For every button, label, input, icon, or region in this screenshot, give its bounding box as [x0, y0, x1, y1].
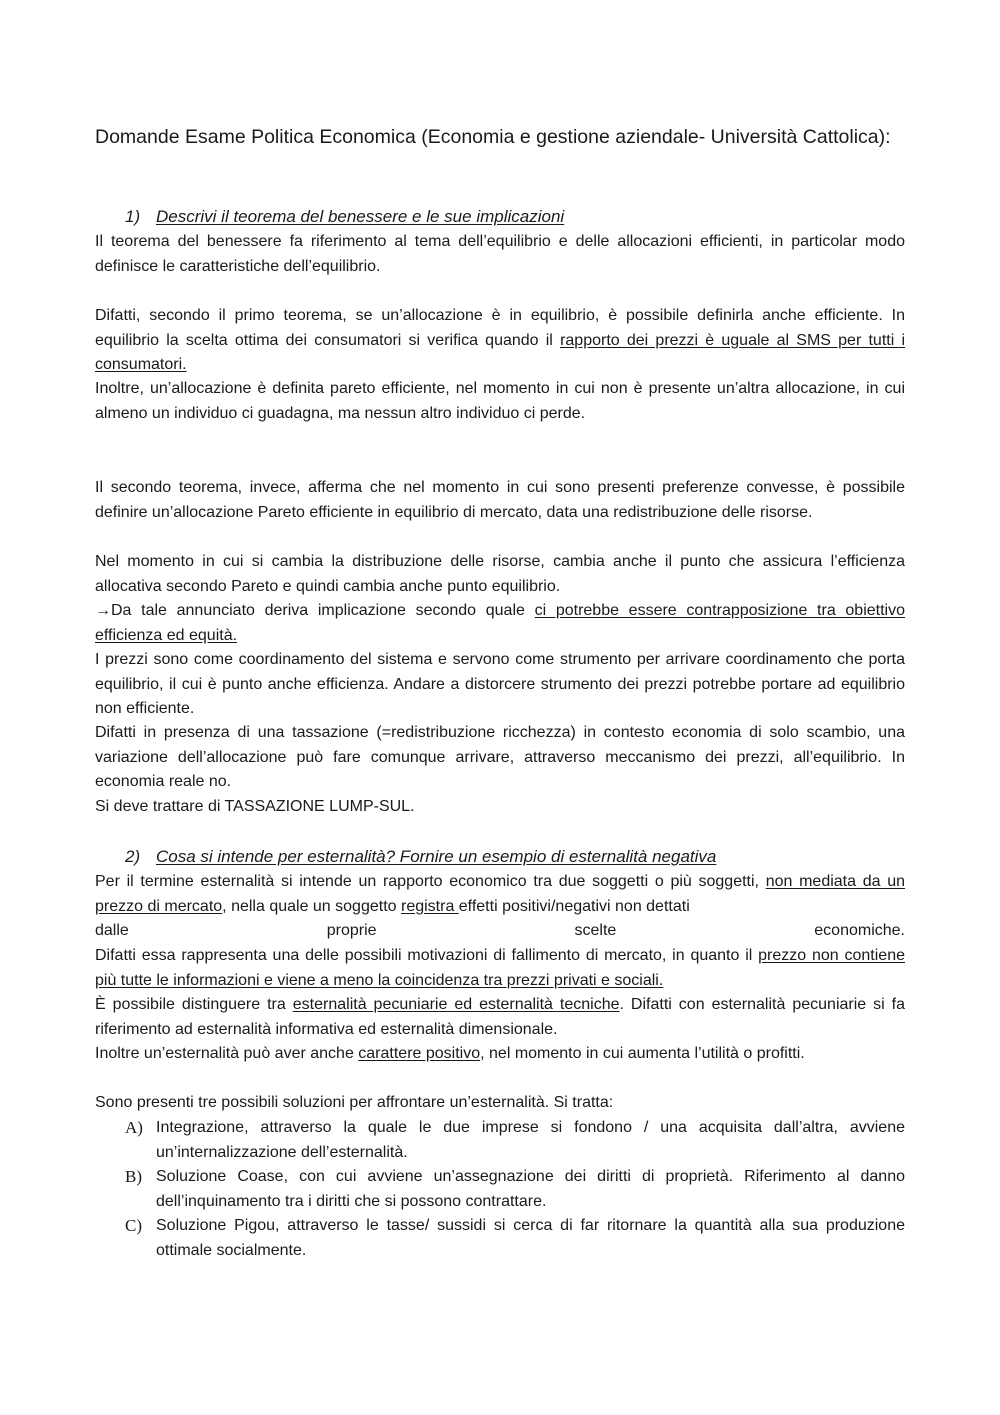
s2-paragraph-3: È possibile distinguere tra esternalità pecuniarie ed esternalità tecniche. Difatti con esternalità pecuniarie si fa riferimento ad esternalità informativa ed esternalità dimensionale.: [95, 996, 906, 1038]
section-1-heading: [125, 206, 905, 228]
s2-paragraph-4: Inoltre un’esternalità può aver anche carattere positivo, nel momento in cui aumenta l’utilità o profitti.: [95, 1045, 805, 1062]
s2-p4-underlined: carattere positivo: [358, 1045, 481, 1062]
s2-p1-underlined-2: registra: [400, 897, 459, 915]
s1-paragraph-6: [95, 599, 905, 648]
s2-paragraph-5: Sono presenti tre possibili soluzioni per affrontare un’esternalità. Si tratta:: [95, 1094, 614, 1111]
s2-p3-underlined: esternalità pecuniarie ed esternalità tecniche: [292, 996, 620, 1013]
list-marker: B): [125, 1167, 142, 1186]
s1-p6-underlined: ci potrebbe essere contrapposizione tra obiettivo efficienza ed equità.: [95, 602, 905, 644]
list-item: [95, 1165, 905, 1214]
s1-paragraph-1: Il teorema del benessere fa riferimento al tema dell’equilibrio e delle allocazioni efficienti, in particolar modo definisce le caratteristiche dell’equilibrio.: [95, 233, 905, 275]
solutions-list: [95, 1116, 905, 1263]
s1-paragraph-3: Inoltre, un’allocazione è definita pareto efficiente, nel momento in cui non è presente un’altra allocazione, in cui almeno un individuo ci guadagna, ma nessun altro individuo ci perde.: [95, 380, 905, 422]
list-item-text: Integrazione, attraverso la quale le due imprese si fondono / una acquisita dall’altra, avviene un’internalizzazione dell’esternalità.: [156, 1119, 905, 1161]
s1-paragraph-9: Si deve trattare di TASSAZIONE LUMP-SUL.: [95, 798, 415, 815]
section-2-heading: [125, 846, 905, 868]
s2-p1-body: Per il termine esternalità si intende un rapporto economico tra due soggetti o più soggetti, non mediata da un prezzo di mercato, nella quale un soggetto registra effetti positivi/negativi non dettati: [95, 873, 906, 915]
list-marker: C): [125, 1216, 142, 1235]
s1-paragraph-2: [95, 304, 905, 378]
section-1-number: 1): [125, 207, 141, 226]
s1-p6-text: Da tale annunciato deriva implicazione secondo quale: [111, 602, 535, 619]
document-title: Domande Esame Politica Economica (Economia e gestione aziendale- Università Cattolica):: [95, 126, 891, 148]
s2-paragraph-2: Difatti essa rappresenta una delle possibili motivazioni di fallimento di mercato, in quanto il prezzo non contiene più tutte le informazioni e viene a meno la coincidenza tra prezzi privati e sociali.: [95, 947, 905, 989]
arrow-icon: →: [95, 602, 111, 619]
s1-paragraph-5: Nel momento in cui si cambia la distribuzione delle risorse, cambia anche il punto che assicura l’efficienza allocativa secondo Pareto e quindi cambia anche punto equilibrio.: [95, 553, 905, 595]
s1-paragraph-7: I prezzi sono come coordinamento del sistema e servono come strumento per arrivare coordinamento che porta equilibrio, il cui è punto anche efficienza. Andare a distorcere strumento dei prezzi potrebbe portare ad equilibrio non efficiente.: [95, 651, 905, 717]
list-item: [95, 1116, 905, 1165]
s1-p2-text: Difatti, secondo il primo teorema, se un’allocazione è in equilibrio, è possibile definirla anche efficiente. In equilibrio la scelta ottima dei consumatori si verifica quando il: [95, 307, 905, 349]
list-item: [95, 1214, 905, 1263]
s2-paragraph-1: [95, 870, 905, 944]
s2-p2-underlined: prezzo non contiene più tutte le informazioni e viene a meno la coincidenza tra prezzi privati e sociali.: [95, 947, 905, 989]
section-2-title: Cosa si intende per esternalità? Fornire un esempio di esternalità negativa: [156, 847, 717, 866]
section-1-title: Descrivi il teorema del benessere e le sue implicazioni: [156, 207, 565, 226]
list-item-text: Soluzione Coase, con cui avviene un’assegnazione dei diritti di proprietà. Riferimento al danno dell’inquinamento tra i diritti che si possono contrattare.: [156, 1168, 905, 1210]
list-item-text: Soluzione Pigou, attraverso le tasse/ sussidi si cerca di far ritornare la quantità alla sua produzione ottimale socialmente.: [156, 1217, 905, 1259]
s1-paragraph-4: Il secondo teorema, invece, afferma che nel momento in cui sono presenti preferenze convesse, è possibile definire un’allocazione Pareto efficiente in equilibrio di mercato, data una redistribuzione delle risorse.: [95, 479, 905, 521]
list-marker: A): [125, 1118, 143, 1137]
s2-p1-last-line: dalle proprie scelte economiche.: [95, 922, 905, 939]
section-2-number: 2): [125, 847, 141, 866]
s1-paragraph-8: Difatti in presenza di una tassazione (=redistribuzione ricchezza) in contesto economia di solo scambio, una variazione dell’allocazione può fare comunque arrivare, attraverso meccanismo dei prezzi, all’equilibrio. In economia reale no.: [95, 724, 905, 790]
s1-p2-underlined: rapporto dei prezzi è uguale al SMS per tutti i consumatori.: [95, 331, 906, 373]
s2-p1-underlined-1: non mediata da un prezzo di mercato: [95, 873, 906, 915]
